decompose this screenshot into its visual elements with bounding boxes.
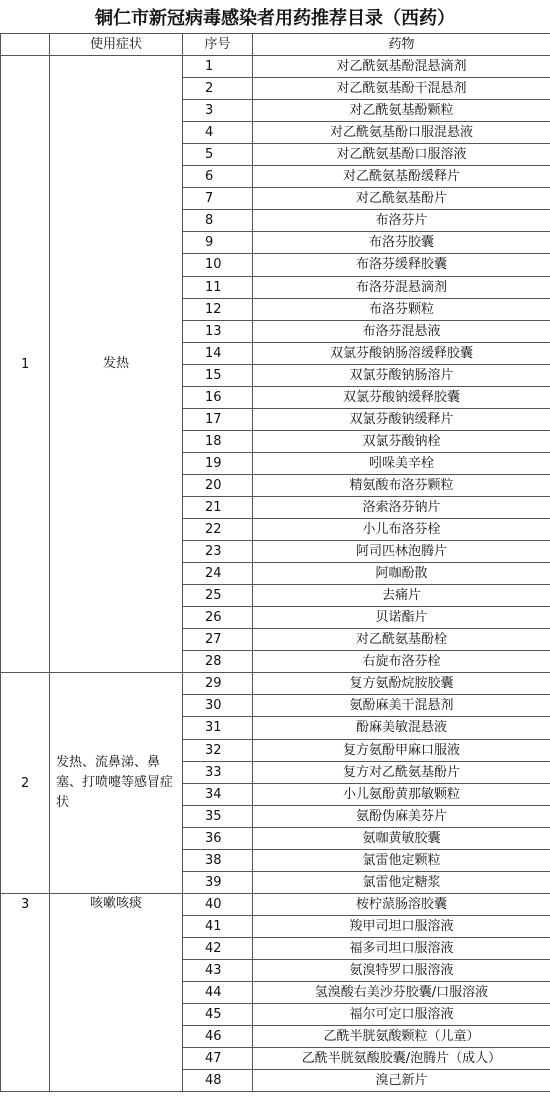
drug-name: 复方氨酚甲麻口服液 [253, 739, 550, 761]
row-number: 25 [183, 585, 253, 607]
row-number: 17 [183, 408, 253, 430]
row-number: 35 [183, 805, 253, 827]
row-number: 42 [183, 937, 253, 959]
row-number: 3 [183, 100, 253, 122]
row-number: 26 [183, 607, 253, 629]
drug-name: 乙酰半胱氨酸胶囊/泡腾片（成人） [253, 1048, 550, 1070]
drug-name: 氨酚麻美干混悬剂 [253, 695, 550, 717]
drug-name: 酚麻美敏混悬液 [253, 717, 550, 739]
row-number: 47 [183, 1048, 253, 1070]
row-number: 23 [183, 541, 253, 563]
drug-name: 对乙酰氨基酚颗粒 [253, 100, 550, 122]
drug-name: 氯雷他定糖浆 [253, 871, 550, 893]
row-number: 30 [183, 695, 253, 717]
header-drug: 药物 [253, 34, 550, 56]
table-title: 铜仁市新冠病毒感染者用药推荐目录（西药） [0, 0, 550, 34]
row-number: 32 [183, 739, 253, 761]
row-number: 31 [183, 717, 253, 739]
group-symptom: 发热、流鼻涕、鼻塞、打喷嚏等感冒症状 [50, 673, 183, 893]
drug-name: 双氯芬酸钠缓释片 [253, 408, 550, 430]
drug-name: 双氯芬酸钠栓 [253, 430, 550, 452]
drug-name: 溴己新片 [253, 1070, 550, 1092]
row-number: 24 [183, 563, 253, 585]
row-number: 4 [183, 122, 253, 144]
drug-name: 福尔可定口服溶液 [253, 1004, 550, 1026]
row-number: 8 [183, 210, 253, 232]
row-number: 2 [183, 78, 253, 100]
drug-name: 乙酰半胱氨酸颗粒（儿童） [253, 1026, 550, 1048]
row-number: 20 [183, 474, 253, 496]
header-symptom: 使用症状 [50, 34, 183, 56]
drug-name: 布洛芬片 [253, 210, 550, 232]
row-number: 44 [183, 982, 253, 1004]
group-number: 1 [1, 56, 50, 673]
row-number: 40 [183, 893, 253, 915]
row-number: 14 [183, 342, 253, 364]
drug-name: 氢溴酸右美沙芬胶囊/口服溶液 [253, 982, 550, 1004]
drug-name: 吲哚美辛栓 [253, 452, 550, 474]
row-number: 33 [183, 761, 253, 783]
drug-name: 精氨酸布洛芬颗粒 [253, 474, 550, 496]
drug-name: 阿司匹林泡腾片 [253, 541, 550, 563]
drug-name: 复方对乙酰氨基酚片 [253, 761, 550, 783]
row-number: 9 [183, 232, 253, 254]
medicine-table [0, 33, 550, 1092]
drug-name: 布洛芬颗粒 [253, 298, 550, 320]
row-number: 22 [183, 519, 253, 541]
row-number: 19 [183, 452, 253, 474]
drug-name: 布洛芬缓释胶囊 [253, 254, 550, 276]
row-number: 11 [183, 276, 253, 298]
row-number: 27 [183, 629, 253, 651]
row-number: 12 [183, 298, 253, 320]
drug-name: 氯雷他定颗粒 [253, 849, 550, 871]
group-symptom: 发热 [50, 56, 183, 673]
row-number: 45 [183, 1004, 253, 1026]
drug-name: 右旋布洛芬栓 [253, 651, 550, 673]
drug-name: 对乙酰氨基酚口服混悬液 [253, 122, 550, 144]
row-number: 7 [183, 188, 253, 210]
drug-name: 贝诺酯片 [253, 607, 550, 629]
table-row [1, 893, 550, 915]
drug-name: 布洛芬胶囊 [253, 232, 550, 254]
drug-name: 布洛芬混悬液 [253, 320, 550, 342]
drug-name: 布洛芬混悬滴剂 [253, 276, 550, 298]
drug-name: 去痛片 [253, 585, 550, 607]
group-number: 3 [1, 893, 50, 1091]
drug-name: 双氯芬酸钠肠溶缓释胶囊 [253, 342, 550, 364]
drug-name: 小儿氨酚黄那敏颗粒 [253, 783, 550, 805]
drug-name: 双氯芬酸钠肠溶片 [253, 364, 550, 386]
row-number: 1 [183, 56, 253, 78]
header-row [1, 34, 550, 56]
drug-name: 阿咖酚散 [253, 563, 550, 585]
drug-name: 复方氨酚烷胺胶囊 [253, 673, 550, 695]
row-number: 34 [183, 783, 253, 805]
drug-name: 桉柠蒎肠溶胶囊 [253, 893, 550, 915]
row-number: 6 [183, 166, 253, 188]
row-number: 15 [183, 364, 253, 386]
drug-name: 氨咖黄敏胶囊 [253, 827, 550, 849]
drug-name: 羧甲司坦口服溶液 [253, 915, 550, 937]
drug-name: 对乙酰氨基酚栓 [253, 629, 550, 651]
group-symptom: 咳嗽咳痰 [50, 893, 183, 1091]
drug-name: 对乙酰氨基酚混悬滴剂 [253, 56, 550, 78]
table-row [1, 673, 550, 695]
row-number: 13 [183, 320, 253, 342]
row-number: 46 [183, 1026, 253, 1048]
row-number: 28 [183, 651, 253, 673]
drug-name: 洛索洛芬钠片 [253, 496, 550, 518]
row-number: 21 [183, 496, 253, 518]
row-number: 36 [183, 827, 253, 849]
drug-name: 福多司坦口服溶液 [253, 937, 550, 959]
row-number: 48 [183, 1070, 253, 1092]
row-number: 10 [183, 254, 253, 276]
row-number: 16 [183, 386, 253, 408]
row-number: 39 [183, 871, 253, 893]
row-number: 43 [183, 959, 253, 981]
drug-name: 氨溴特罗口服溶液 [253, 959, 550, 981]
drug-name: 对乙酰氨基酚片 [253, 188, 550, 210]
row-number: 29 [183, 673, 253, 695]
drug-name: 对乙酰氨基酚口服溶液 [253, 144, 550, 166]
row-number: 41 [183, 915, 253, 937]
table-row [1, 56, 550, 78]
header-number: 序号 [183, 34, 253, 56]
drug-name: 双氯芬酸钠缓释胶囊 [253, 386, 550, 408]
drug-name: 小儿布洛芬栓 [253, 519, 550, 541]
row-number: 5 [183, 144, 253, 166]
group-number: 2 [1, 673, 50, 893]
row-number: 38 [183, 849, 253, 871]
drug-name: 对乙酰氨基酚缓释片 [253, 166, 550, 188]
row-number: 18 [183, 430, 253, 452]
header-blank [1, 34, 50, 56]
drug-name: 对乙酰氨基酚干混悬剂 [253, 78, 550, 100]
drug-name: 氨酚伪麻美芬片 [253, 805, 550, 827]
